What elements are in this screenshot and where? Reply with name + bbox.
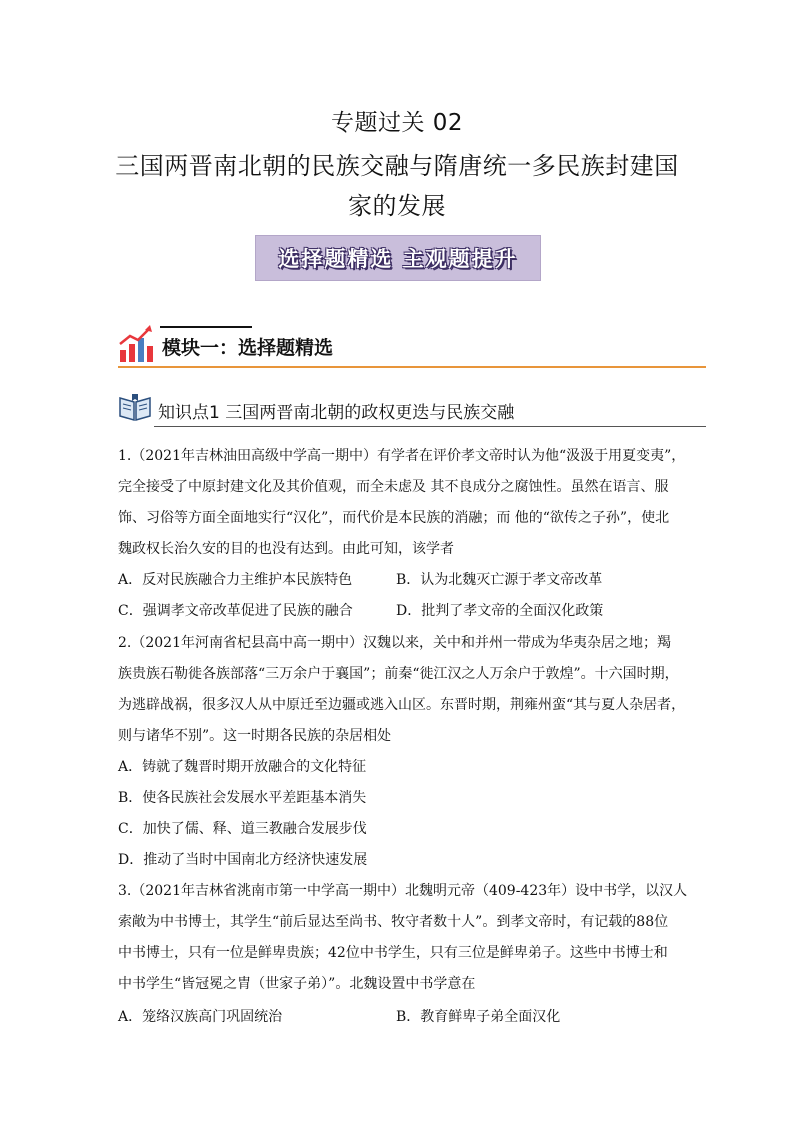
page-title-continued: 家的发展 [348, 192, 446, 220]
question-3-line: 中书学生“皆冠冕之胄（世家子弟）”。北魏设置中书学意在 [118, 976, 476, 992]
open-book-icon [118, 392, 152, 422]
module-header [118, 324, 708, 372]
question-2-line: 2.（2021年河南省杞县高中高一期中）汉魏以来，关中和并州一带成为华夷杂居之地；羯 [118, 635, 671, 651]
question-1-option-d: D．批判了孝文帝的全面汉化政策 [396, 603, 604, 619]
question-3-line: 中书博士，只有一位是鲜卑贵族；42位中书学生，只有三位是鲜卑弟子。这些中书博士和 [118, 945, 668, 961]
question-3-option-b: B．教育鲜卑子弟全面汉化 [396, 1009, 561, 1025]
question-2-option-b: B．使各民族社会发展水平差距基本消失 [118, 790, 367, 806]
question-3-line: 索敞为中书博士，其学生“前后显达至尚书、牧守者数十人”。到孝文帝时，有记载的88位 [118, 914, 669, 930]
knowledge-point-title: 知识点1 三国两晋南北朝的政权更迭与民族交融 [158, 403, 515, 423]
bar-chart-icon [118, 324, 154, 364]
question-1-line: 完全接受了中原封建文化及其价值观，而全未虑及 其不良成分之腐蚀性。虽然在语言、服 [118, 479, 669, 495]
question-1-line: 魏政权长治久安的目的也没有达到。由此可知，该学者 [118, 541, 454, 557]
question-1-line: 1.（2021年吉林油田高级中学高一期中）有学者在评价孝文帝时认为他“汲汲于用夏变夷”， [118, 448, 686, 464]
knowledge-point-underline [154, 426, 706, 427]
module-divider [118, 366, 706, 368]
question-2-line: 为逃辟战祸，很多汉人从中原迁至边疆或逃入山区。东晋时期，荆雍州蛮“其与夏人杂居者， [118, 697, 686, 713]
question-3-line: 3.（2021年吉林省洮南市第一中学高一期中）北魏明元帝（409-423年）设中书学，以汉人 [118, 883, 688, 899]
question-2-option-a: A．铸就了魏晋时期开放融合的文化特征 [118, 759, 367, 775]
question-2-option-c: C．加快了儒、释、道三教融合发展步伐 [118, 821, 367, 837]
knowledge-point-header [118, 390, 708, 432]
question-2-line: 族贵族石勒徙各族部落“三万余户于襄国”；前秦“徙江汉之人万余户于敦煌”。十六国时期， [118, 666, 679, 682]
question-3-option-a: A．笼络汉族高门巩固统治 [118, 1009, 283, 1025]
topic-number: 专题过关 02 [330, 110, 464, 136]
question-1-option-c: C．强调孝文帝改革促进了民族的融合 [118, 603, 353, 619]
module-title: 模块一：选择题精选 [162, 337, 334, 359]
page-title: 三国两晋南北朝的民族交融与隋唐统一多民族封建国 [115, 152, 679, 180]
module-top-line [160, 326, 252, 328]
question-1-option-b: B．认为北魏灭亡源于孝文帝改革 [396, 572, 603, 588]
question-2-line: 则与诸华不别”。这一时期各民族的杂居相处 [118, 728, 392, 744]
question-1-line: 饰、习俗等方面全面地实行“汉化”，而代价是本民族的消融；而 他的“欲传之子孙”，使北 [118, 510, 670, 526]
section-banner: 选择题精选 主观题提升 [255, 235, 541, 281]
question-2-option-d: D．推动了当时中国南北方经济快速发展 [118, 852, 368, 868]
question-1-option-a: A．反对民族融合力主维护本民族特色 [118, 572, 353, 588]
